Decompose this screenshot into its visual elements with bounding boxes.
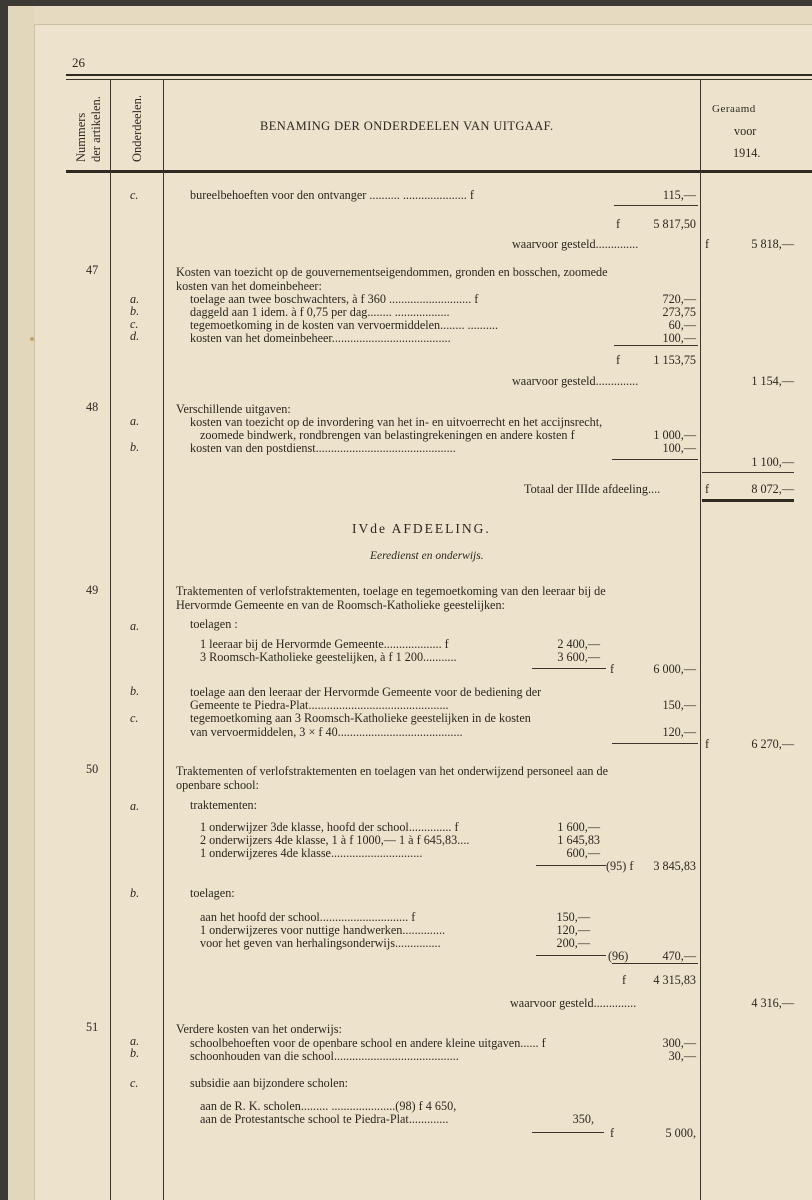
estimate: 4 316,— — [751, 996, 794, 1010]
line-text: Kosten van toezicht op de gouvernementseigendommen, gronden en bosschen, zoomede — [176, 265, 608, 279]
line-text: waarvoor gesteld.............. — [512, 237, 639, 251]
currency-f: f — [616, 217, 621, 231]
line-text: 1 onderwijzeres voor nuttige handwerken.............. — [200, 923, 446, 937]
currency-f: f — [610, 1126, 615, 1140]
article-number: 47 — [86, 263, 99, 277]
line-text: Verdere kosten van het onderwijs: — [176, 1022, 342, 1036]
amount: 350, — [572, 1112, 594, 1126]
currency-f: f — [610, 662, 615, 676]
sum-rule — [614, 205, 698, 206]
total-rule — [702, 472, 794, 473]
column-divider-2 — [163, 80, 164, 1200]
subtotal: 3 845,83 — [653, 859, 696, 873]
section-heading: IVde AFDEELING. — [352, 521, 491, 536]
sub-c: c. — [130, 711, 139, 725]
amount: 3 600,— — [557, 650, 600, 664]
subtotal: 4 315,83 — [653, 973, 696, 987]
line-text: kosten van den postdienst.............................................. — [190, 441, 456, 455]
section-total-label: Totaal der IIIde afdeeling.... — [524, 482, 661, 496]
line-text: van vervoermiddelen, 3 × f 40......................................... — [190, 725, 463, 739]
currency-f: f — [616, 353, 621, 367]
line-text: toelage aan den leeraar der Hervormde Gemeente voor de bediening der — [190, 685, 542, 699]
header-year: 1914. — [733, 146, 761, 160]
total-double-rule — [702, 499, 794, 502]
amount: 720,— — [662, 292, 696, 306]
sub-b: b. — [130, 440, 140, 454]
line-text: schoonhouden van die school......................................... — [190, 1049, 459, 1063]
sub-d: d. — [130, 329, 140, 343]
line-text: schoolbehoeften voor de openbare school en andere kleine uitgaven...... f — [190, 1036, 546, 1050]
sum-rule — [532, 1132, 604, 1133]
line-text: kosten van het domeinbeheer: — [176, 279, 322, 293]
sub-a: a. — [130, 799, 140, 813]
line-text: aan de R. K. scholen......... .....................(98) f 4 650, — [200, 1099, 457, 1113]
sum-rule — [536, 865, 606, 866]
amount: 30,— — [668, 1049, 696, 1063]
currency-f: f — [622, 973, 627, 987]
header-geraamd: Geraamd — [712, 103, 756, 115]
column-divider-1 — [110, 80, 111, 1200]
line-text: voor het geven van herhalingsonderwijs............... — [200, 936, 441, 950]
amount: 200,— — [556, 936, 590, 950]
line-text: zoomede bindwerk, rondbrengen van belastingrekeningen en andere kosten f — [200, 428, 575, 442]
subtotal: 5 000, — [665, 1126, 696, 1140]
sum-rule — [612, 963, 698, 964]
column-divider-3 — [700, 80, 701, 1200]
sum-rule — [536, 955, 606, 956]
amount: 600,— — [566, 846, 600, 860]
sub-c: c. — [130, 1076, 139, 1090]
amount: 120,— — [662, 725, 696, 739]
line-text: 3 Roomsch-Katholieke geestelijken, à f 1 200........... — [200, 650, 457, 664]
line-text: toelagen: — [190, 886, 235, 900]
line-text: Traktementen of verlofstraktementen, toelage en tegemoetkoming van den leeraar bij de — [176, 584, 606, 598]
header-col-artikelen: der artikelen. — [89, 96, 103, 162]
amount: 470,— — [662, 949, 696, 963]
amount: 115,— — [662, 188, 696, 202]
page-top-edge — [34, 6, 812, 25]
sub-c: c. — [130, 188, 139, 202]
subtotal: 1 153,75 — [653, 353, 696, 367]
header-top-rule — [66, 74, 812, 76]
currency-f: f — [705, 482, 710, 496]
line-text: tegemoetkoming in de kosten van vervoermiddelen........ .......... — [190, 318, 499, 332]
line-text: openbare school: — [176, 778, 259, 792]
amount: 100,— — [662, 331, 696, 345]
sub-b: b. — [130, 684, 140, 698]
page-number: 26 — [72, 55, 85, 70]
section-total: 8 072,— — [751, 482, 794, 496]
subtotal-ref: (96) — [608, 949, 629, 963]
sub-a: a. — [130, 414, 140, 428]
line-text: Verschillende uitgaven: — [176, 402, 291, 416]
line-text: Gemeente te Piedra-Plat.............................................. — [190, 698, 449, 712]
amount: 300,— — [662, 1036, 696, 1050]
line-text: 1 onderwijzeres 4de klasse.............................. — [200, 846, 423, 860]
amount: 1 000,— — [653, 428, 696, 442]
line-text: aan het hoofd der school............................. f — [200, 910, 416, 924]
line-text: tegemoetkoming aan 3 Roomsch-Katholieke geestelijken in de kosten — [190, 711, 531, 725]
estimate: 5 818,— — [751, 237, 794, 251]
sub-a: a. — [130, 292, 140, 306]
amount: 273,75 — [662, 305, 696, 319]
currency-f: f — [705, 237, 710, 251]
subtotal: 5 817,50 — [653, 217, 696, 231]
sum-rule — [614, 345, 698, 346]
header-voor: voor — [734, 124, 757, 138]
amount: 120,— — [556, 923, 590, 937]
amount: 150,— — [662, 698, 696, 712]
estimate: 6 270,— — [751, 737, 794, 751]
line-text: toelagen : — [190, 617, 238, 631]
line-text: traktementen: — [190, 798, 258, 812]
paper-speck — [30, 337, 34, 341]
sub-b: b. — [130, 886, 140, 900]
sub-c: c. — [130, 317, 139, 331]
line-text: bureelbehoeften voor den ontvanger .......... ..................... f — [190, 188, 474, 202]
line-text: 2 onderwijzers 4de klasse, 1 à f 1000,— 1 à f 645,83.... — [200, 833, 470, 847]
amount: 100,— — [662, 441, 696, 455]
line-text: Traktementen of verlofstraktementen en toelagen van het onderwijzend personeel aan de — [176, 764, 609, 778]
currency-f: f — [705, 737, 710, 751]
amount: 2 400,— — [557, 637, 600, 651]
sum-rule — [612, 459, 698, 460]
article-number: 50 — [86, 762, 99, 776]
sum-rule — [612, 743, 698, 744]
amount: 1 600,— — [557, 820, 600, 834]
line-text: waarvoor gesteld.............. — [510, 996, 637, 1010]
line-text: kosten van toezicht op de invordering van het in- en uitvoerrecht en het accijnsrecht, — [190, 415, 603, 429]
line-text: kosten van het domeinbeheer....................................... — [190, 331, 451, 345]
line-text: Hervormde Gemeente en van de Roomsch-Katholieke geestelijken: — [176, 598, 505, 612]
header-title: BENAMING DER ONDERDEELEN VAN UITGAAF. — [260, 119, 554, 133]
line-text: waarvoor gesteld.............. — [512, 374, 639, 388]
estimate: 1 154,— — [751, 374, 794, 388]
page-edge — [8, 6, 35, 1200]
line-text: 1 leeraar bij de Hervormde Gemeente................... f — [200, 637, 449, 651]
amount: 60,— — [668, 318, 696, 332]
line-text: 1 onderwijzer 3de klasse, hoofd der school.............. f — [200, 820, 459, 834]
section-subheading: Eeredienst en onderwijs. — [370, 550, 484, 562]
article-number: 48 — [86, 400, 99, 414]
header-col-nummers: Nummers — [74, 112, 88, 162]
line-text: aan de Protestantsche school te Piedra-Plat............. — [200, 1112, 449, 1126]
sub-b: b. — [130, 1046, 140, 1060]
amount: 150,— — [556, 910, 590, 924]
line-text: subsidie aan bijzondere scholen: — [190, 1076, 349, 1090]
sum-rule — [532, 668, 606, 669]
sub-a: a. — [130, 1034, 140, 1048]
estimate: 1 100,— — [751, 455, 794, 469]
subtotal-ref: (95) f — [606, 859, 634, 873]
sub-a: a. — [130, 619, 140, 633]
line-text: toelage aan twee boschwachters, à f 360 ........................... f — [190, 292, 479, 306]
sub-b: b. — [130, 304, 140, 318]
header-col-onderdeelen: Onderdeelen. — [130, 95, 144, 162]
subtotal: 6 000,— — [653, 662, 696, 676]
amount: 1 645,83 — [557, 833, 600, 847]
article-number: 49 — [86, 583, 99, 597]
line-text: daggeld aan 1 idem. à f 0,75 per dag........ .................. — [190, 305, 450, 319]
article-number: 51 — [86, 1020, 99, 1034]
